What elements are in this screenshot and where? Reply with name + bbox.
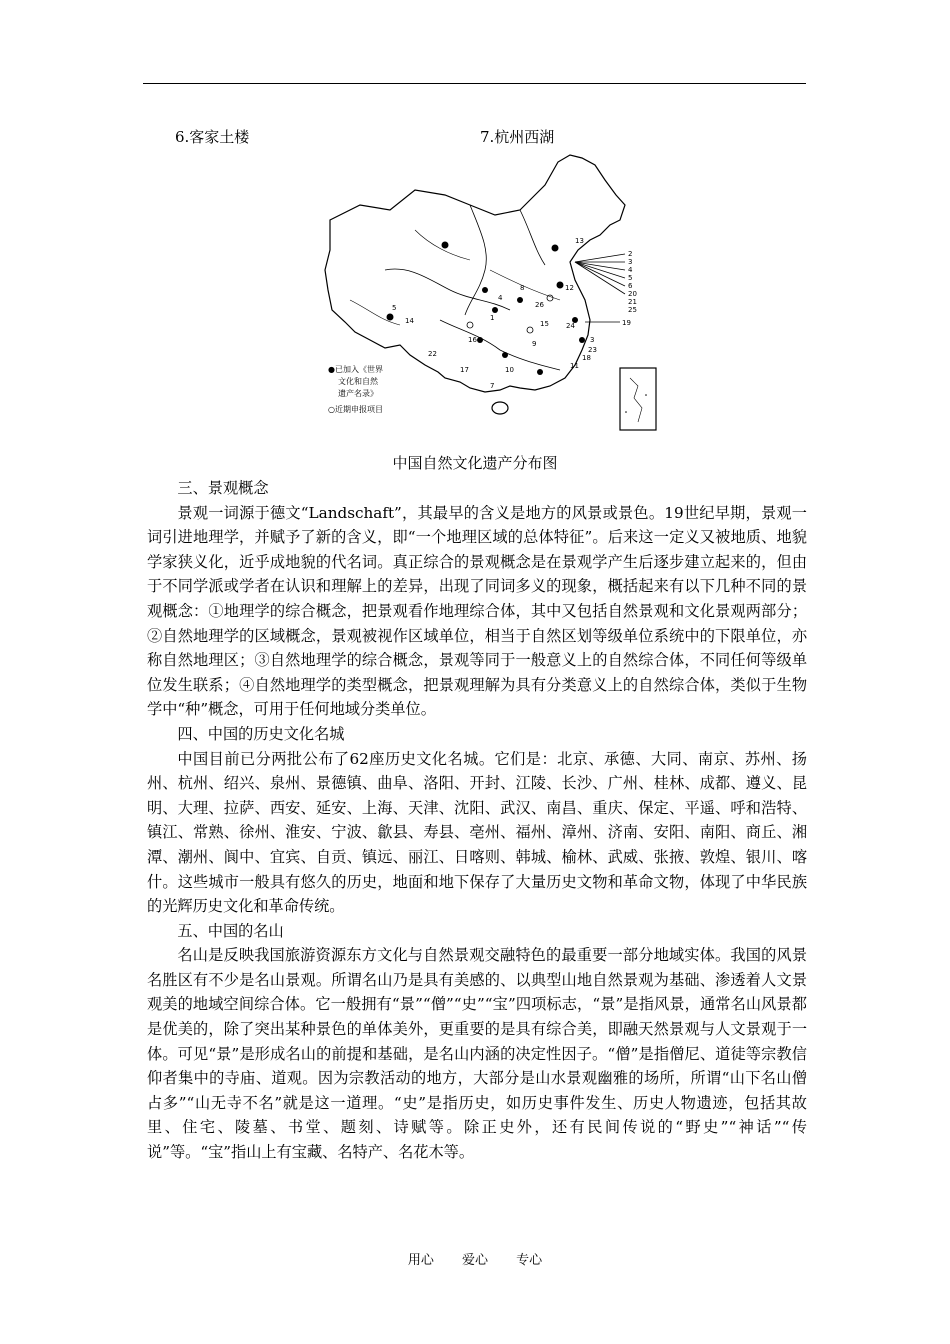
map-label: 10 — [505, 366, 514, 374]
article-body — [147, 476, 807, 1165]
map-label: 11 — [570, 362, 579, 370]
map-label: 1 — [490, 314, 495, 322]
east-coast-pointer-lines — [575, 254, 625, 322]
paragraph: 中国目前已分两批公布了62座历史文化名城。它们是：北京、承德、大同、南京、苏州、扬州、杭州、绍兴、泉州、景德镇、曲阜、洛阳、开封、江陵、长沙、广州、桂林、成都、遵义、昆明、大理、拉萨、西安、延安、上海、天津、沈阳、武汉、南昌、重庆、保定、平遥、呼和浩特、镇江、常熟、徐州、淮安、宁波、歙县、寿县、亳州、福州、漳州、济南、安阳、南阳、商丘、湘潭、潮州、阆中、宜宾、自贡、镇远、丽江、日喀则、韩城、榆林、武威、张掖、敦煌、银川、喀什。这些城市一般具有悠久的历史，地面和地下保存了大量历史文物和革命文物，体现了中华民族的光辉历史文化和革命传统。 — [147, 749, 807, 916]
map-label: 16 — [468, 336, 477, 344]
map-outline — [325, 155, 625, 414]
section-heading: 四、中国的历史文化名城 — [177, 724, 345, 743]
map-label: 26 — [535, 301, 544, 309]
legend-line: 文化和自然 — [338, 377, 378, 386]
footer-motto: 爱心 — [461, 1253, 488, 1268]
map-label: 3 — [628, 258, 633, 266]
map-label: 14 — [405, 317, 414, 325]
map-label: 22 — [428, 350, 437, 358]
paragraph: 景观一词源于德文“Landschaft”，其最早的含义是地方的风景或景色。19世纪早期，景观一词引进地理学，并赋予了新的含义，即“一个地理区域的总体特征”。后来这一定义又被地质、地貌学家狭义化，近乎成地貌的代名词。真正综合的景观概念是在景观学产生后逐步建立起来的，但由于不同学派或学者在认识和理解上的差异，出现了同词多义的现象，概括起来有以下几种不同的景观概念：①地理学的综合概念，把景观看作地理综合体，其中又包括自然景观和文化景观两部分；②自然地理学的区域概念，景观被视作区域单位，相当于自然区划等级单位系统中的下限单位，亦称自然地理区；③自然地理学的综合概念，景观等同于一般意义上的自然综合体，不同任何等级单位发生联系；④自然地理学的类型概念，把景观理解为具有分类意义上的自然综合体，类似于生物学中“种”概念，可用于任何地域分类单位。 — [147, 503, 807, 719]
caption-hakka-tulou: 6.客家土楼 — [175, 128, 250, 146]
map-label: 23 — [588, 346, 597, 354]
south-china-sea-inset — [620, 368, 656, 430]
legend-line: ●已加入《世界 — [328, 365, 383, 374]
map-label: 19 — [622, 319, 631, 327]
map-label: 5 — [628, 274, 633, 282]
page-footer — [0, 1249, 950, 1268]
map-label: 3 — [590, 336, 595, 344]
map-label: 8 — [520, 284, 525, 292]
map-label: 4 — [498, 294, 503, 302]
legend-line: 遗产名录》 — [338, 389, 378, 398]
map-label: 7 — [490, 382, 495, 390]
map-caption: 中国自然文化遗产分布图 — [392, 454, 558, 472]
map-label: 9 — [532, 340, 537, 348]
section-heading: 三、景观概念 — [177, 479, 269, 497]
map-legend — [328, 364, 383, 414]
map-label: 12 — [565, 284, 574, 292]
footer-motto: 用心 — [407, 1253, 434, 1268]
map-label: 2 — [628, 250, 633, 258]
map-label: 5 — [392, 304, 397, 312]
map-label: 24 — [566, 322, 575, 330]
header-rule — [143, 83, 806, 84]
heritage-site-dots — [387, 242, 586, 376]
caption-west-lake: 7.杭州西湖 — [480, 128, 555, 146]
map-label: 18 — [582, 354, 591, 362]
map-label: 20 — [628, 290, 637, 298]
footer-motto: 专心 — [516, 1253, 543, 1268]
map-label: 21 — [628, 298, 637, 306]
map-label: 15 — [540, 320, 549, 328]
map-label: 25 — [628, 306, 637, 314]
map-label: 17 — [460, 366, 469, 374]
map-label: 6 — [628, 282, 633, 290]
map-label: 4 — [628, 266, 633, 274]
map-label: 13 — [575, 237, 584, 245]
section-heading: 五、中国的名山 — [177, 921, 284, 940]
china-heritage-map — [320, 150, 660, 440]
legend-line: ○近期申报项目 — [328, 405, 383, 414]
paragraph: 名山是反映我国旅游资源东方文化与自然景观交融特色的最重要一部分地域实体。我国的风景名胜区有不少是名山景观。所谓名山乃是具有美感的、以典型山地自然景观为基础、渗透着人文景观美的地域空间综合体。它一般拥有“景”“僧”“史”“宝”四项标志，“景”是指风景，通常名山风景都是优美的，除了突出某种景色的单体美外，更重要的是具有综合美，即融天然景观与人文景观于一体。可见“景”是形成名山的前提和基础，是名山内涵的决定性因子。“僧”是指僧尼、道徒等宗教信仰者集中的寺庙、道观。因为宗教活动的地方，大部分是山水景观幽雅的场所，所谓“山下名山僧占多”“山无寺不名”就是这一道理。“史”是指历史，如历史事件发生、历史人物遗迹，包括其故里、住宅、陵墓、书堂、题刻、诗赋等。除正史外，还有民间传说的“野史”“神话”“传说”等。“宝”指山上有宝藏、名特产、名花木等。 — [147, 946, 807, 1162]
